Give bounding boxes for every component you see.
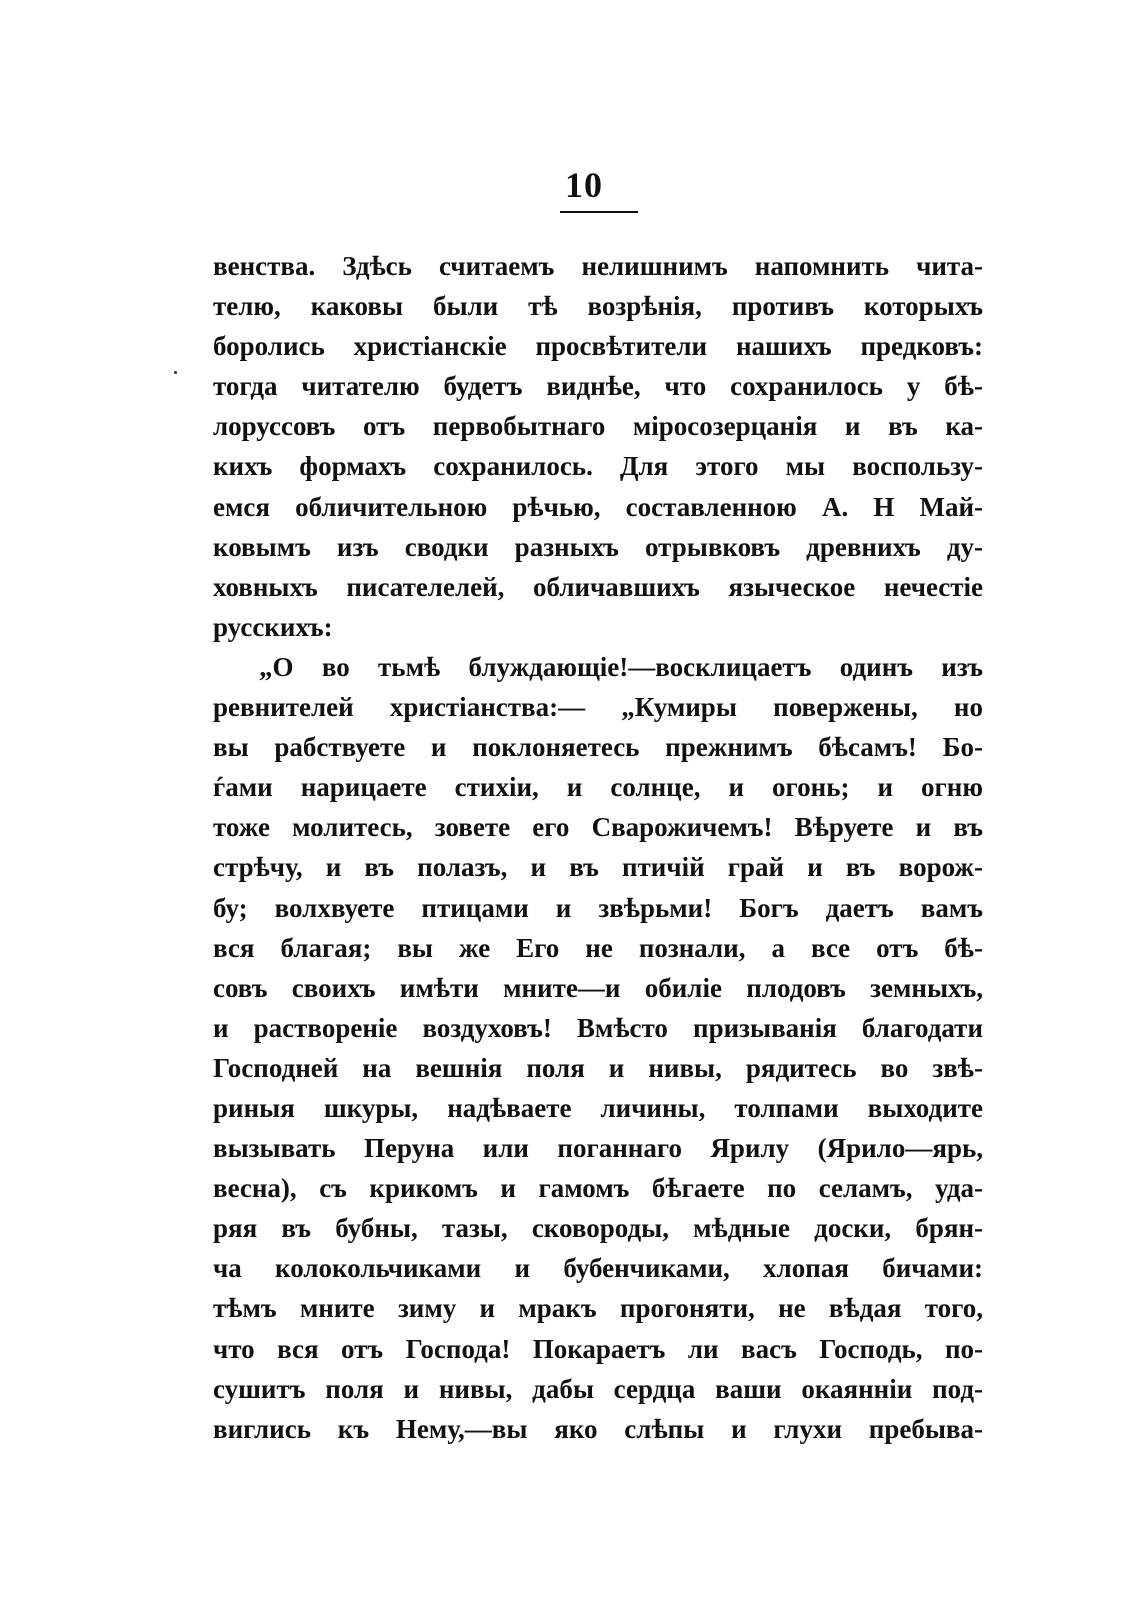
page-number-rule <box>560 211 638 213</box>
text-line: ча колокольчиками и бубенчиками, хлопая бичами: <box>213 1253 983 1284</box>
text-line: „О во тьмѣ блуждающіе!—восклицаетъ одинъ изъ <box>259 651 983 682</box>
text-line: телю, каковы были тѣ возрѣнія, противъ которыхъ <box>213 291 983 322</box>
text-line: венства. Здѣсь считаемъ нелишнимъ напомнить чита- <box>213 251 983 281</box>
text-line: вы рабствуете и поклоняетесь прежнимъ бѣсамъ! Бо- <box>213 732 983 763</box>
text-line: и раствореніе воздуховъ! Вмѣсто призыванія благодати <box>213 1012 983 1043</box>
text-line: ховныхъ писателелей, обличавшихъ языческое нечестіе <box>213 571 983 602</box>
text-line: риныя шкуры, надѣваете личины, толпами выходите <box>213 1092 983 1123</box>
text-line: лоруссовъ отъ первобытнаго міросозерцанія и въ ка- <box>213 411 983 442</box>
text-line: бу; волхвуете птицами и звѣрьми! Богъ даетъ вамъ <box>213 892 983 923</box>
text-line: стрѣчу, и въ полазъ, и въ птичій грай и въ ворож- <box>213 852 983 883</box>
text-line: боролись христіанскіе просвѣтители нашихъ предковъ: <box>213 331 983 362</box>
text-line: вызывать Перуна или поганнаго Ярилу (Ярило—ярь, <box>213 1133 983 1164</box>
text-line: кихъ формахъ сохранилось. Для этого мы воспользу- <box>213 451 983 482</box>
text-line: сушитъ поля и нивы, дабы сердца ваши окаянніи под- <box>213 1373 983 1404</box>
text-line: что вся отъ Господа! Покараетъ ли васъ Господь, по- <box>213 1333 983 1364</box>
text-line: ковымъ изъ сводки разныхъ отрывковъ древнихъ ду- <box>213 531 983 562</box>
body-text <box>213 246 983 1449</box>
text-line: виглись къ Нему,—вы яко слѣпы и глухи пребыва- <box>213 1413 983 1444</box>
margin-speck <box>174 371 177 374</box>
text-line: тоже молитесь, зовете его Сварожичемъ! Вѣруете и въ <box>213 812 983 843</box>
text-line: весна), съ крикомъ и гамомъ бѣгаете по селамъ, уда- <box>213 1173 983 1204</box>
text-line: русскихъ: <box>213 611 333 642</box>
page-number: 10 <box>565 165 603 205</box>
text-line: тогда читателю будетъ виднѣе, что сохранилось у бѣ- <box>213 371 983 402</box>
text-line: Господней на вешнія поля и нивы, рядитесь во звѣ- <box>213 1052 983 1083</box>
text-line: емся обличительною рѣчью, составленною А. Н Май- <box>213 491 983 522</box>
text-line: вся благая; вы же Его не познали, а все отъ бѣ- <box>213 932 983 963</box>
text-line: ряя въ бубны, тазы, сковороды, мѣдные доски, брян- <box>213 1213 983 1244</box>
text-line: тѣмъ мните зиму и мракъ прогоняти, не вѣдая того, <box>213 1293 983 1324</box>
text-line: ѓами нарицаете стихіи, и солнце, и огонь; и огню <box>213 772 983 803</box>
text-line: ревнителей христіанства:— „Кумиры повержены, но <box>213 692 983 723</box>
text-line: совъ своихъ имѣти мните—и обиліе плодовъ земныхъ, <box>213 972 983 1003</box>
